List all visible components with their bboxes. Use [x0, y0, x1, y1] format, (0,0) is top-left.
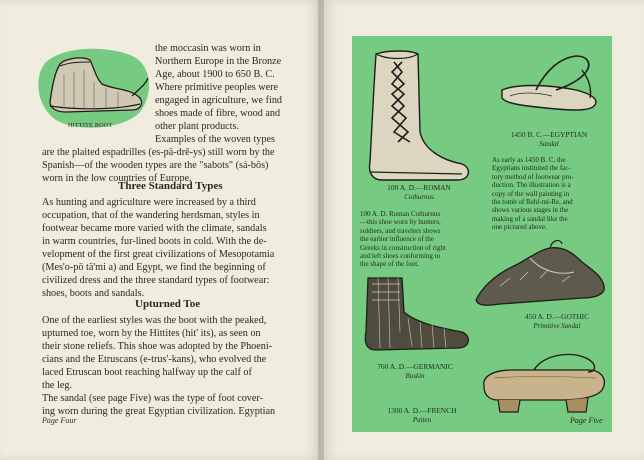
egyptian-sandal-illustration [496, 50, 604, 120]
left-page [0, 0, 320, 460]
hittite-boot-illustration [36, 44, 154, 130]
french-caption: 1300 A. D.—FRENCH [387, 406, 457, 415]
text-line: laced Etruscan boot reaching halfway up the calf of [42, 367, 252, 378]
text-line: Egyptians instituted the fac- [492, 164, 571, 173]
text-line: are the plaited espadrilles (es-pä-drē-ys) still worn by the [42, 147, 275, 158]
roman-cothurnus-illustration [358, 46, 476, 186]
text-line: the moccasin was worn in [155, 43, 261, 54]
text-line: the leg. [42, 380, 72, 391]
text-line: ing worn during the great Egyptian civilization. Egyptian [42, 406, 276, 417]
germanic-buskin-illustration [358, 272, 474, 358]
hittite-boot-caption: HITTITE BOOT [68, 123, 113, 129]
egyptian-caption: 1450 B. C.—EGYPTIAN [510, 130, 588, 139]
text-line: As hunting and agriculture were increased by a third [42, 197, 256, 208]
roman-subcaption: Cothurnus [404, 193, 434, 201]
text-line: their stone reliefs. This shoe was adopted by the Phoeni- [42, 341, 273, 352]
text-line: in warm countries, fur-lined boots in cold. With the de- [42, 236, 267, 247]
text-line: Examples of the woven types [155, 134, 275, 145]
text-line: Spanish—of the wooden types are the "sabots" (sá-bōs) [42, 160, 269, 171]
gothic-subcaption: Primitive Sandal [533, 322, 581, 330]
page-number-right: Page Five [570, 416, 603, 425]
text-line: and left shoes conforming to [360, 252, 441, 260]
text-line: (Mes'o-pō tä'mi a) and Egypt, we find the beginning of [42, 262, 266, 273]
french-patten-illustration [478, 350, 610, 420]
text-line: Where primitive peoples were [155, 82, 279, 93]
text-line: 100 A. D. Roman Cothurnus [360, 210, 441, 218]
germanic-subcaption: Buskin [405, 372, 425, 380]
text-line: soldiers, and travelers shows [360, 226, 441, 235]
text-line: upturned toe, worn by the Hittites (hit' its), as seen on [42, 328, 261, 339]
text-line: velopment of the first great civilizations of Mesopotamia [42, 249, 275, 260]
heading-three-standard-types: Three Standard Types [118, 180, 223, 192]
text-line: other plant products. [155, 121, 240, 132]
footwear-panel [352, 36, 612, 432]
text-line: Northern Europe in the Bronze [155, 56, 282, 67]
text-line: copy of the wall painting in [492, 189, 570, 198]
text-line: shoes made of fibre, wood and [155, 108, 281, 119]
text-line: the tomb of Rehl-mi-Re, and [492, 198, 573, 206]
heading-upturned-toe: Upturned Toe [135, 298, 201, 310]
text-line: the shape of the foot. [360, 260, 419, 269]
text-line: As early as 1450 B. C. the [492, 156, 566, 164]
text-line: tory method of footwear pro- [492, 172, 574, 181]
french-subcaption: Patten [412, 416, 432, 424]
germanic-caption: 760 A. D.—GERMANIC [377, 362, 453, 371]
text-line: Greeks in construction of right [360, 243, 446, 252]
text-line: footwear became more varied with the climate, sandals [42, 223, 267, 234]
text-line: the earlier influence of the [360, 235, 434, 244]
text-line: Age, about 1900 to 650 B. C. [155, 69, 275, 80]
page-number-left: Page Four [42, 416, 77, 425]
text-line: civilized dress and the three standard types of footwear: [42, 275, 270, 286]
gothic-caption: 450 A. D.—GOTHIC [524, 312, 590, 321]
text-line: —this shoe worn by hunters, [360, 218, 441, 227]
text-line: engaged in agriculture, we find [155, 95, 283, 106]
text-line: occupation, that of the wandering herdsman, styles in [42, 210, 260, 221]
text-line: shows various stages in the [492, 206, 569, 215]
egyptian-subcaption: Sandal [539, 140, 559, 148]
roman-caption: 100 A. D.—ROMAN [387, 183, 451, 192]
text-line: duction. The illustration is a [492, 181, 571, 190]
text-line: One of the earliest styles was the boot with the peaked, [42, 315, 267, 326]
text-line: cians and the Etruscans (e-trus'-kans), who evolved the [42, 354, 267, 365]
text-line: one pictured above. [492, 223, 548, 232]
text-line: The sandal (see page Five) was the type of foot cover- [42, 393, 264, 404]
text-line: shoes, boots and sandals. [42, 288, 145, 299]
gothic-sandal-illustration [470, 236, 610, 312]
text-line: worn in the low countries of Europe. [42, 173, 192, 184]
text-line: making of a sandal like the [492, 214, 568, 223]
